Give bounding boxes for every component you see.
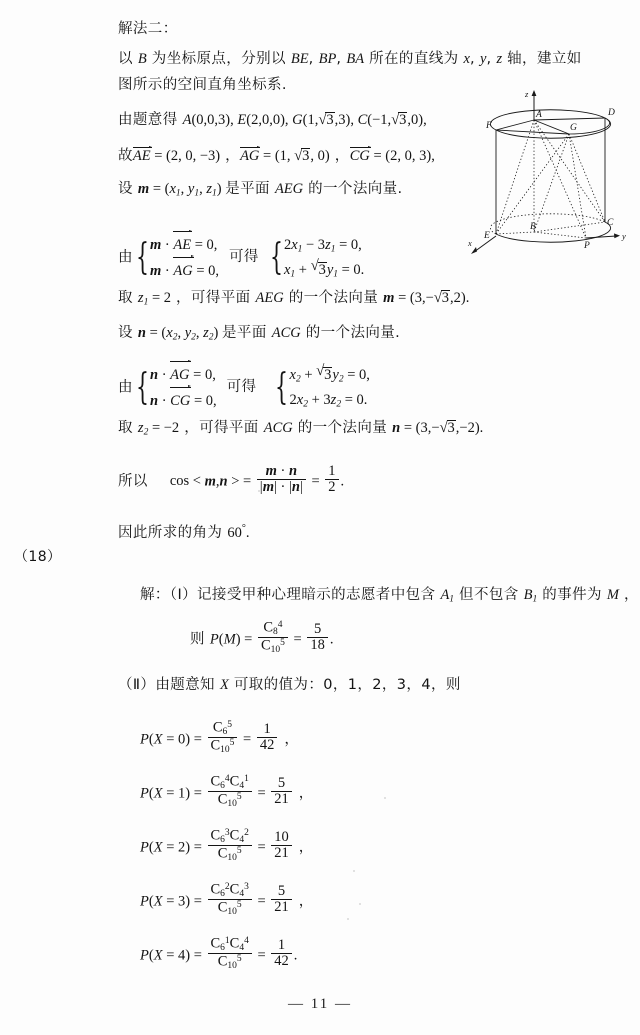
conclusion-line: 因此所求的角为 60°.: [118, 523, 250, 541]
scan-speck: [384, 797, 386, 799]
take-z1-line: 取 $z_1 = 2$ ，可得平面 AEG 的一个法向量 m = (3,− √ 3,2).: [118, 290, 470, 308]
setup-line-1: 以 B 为坐标原点，分别以 BE, BP, BA 所在的直线为 x, y, z 轴，建立如: [118, 51, 582, 67]
vectors-line: 故AE = (2, 0, −3) ，AG = (1, √ 3, 0) ，CG = (2, 0, 3),: [118, 148, 435, 164]
normal-n-intro: 设 $n = (x_2$, $y_2$, $z_2$) 是平面 ACG 的一个法向量.: [118, 325, 401, 343]
vector-ae: AE: [132, 148, 151, 164]
distribution-row-2: P(X = 2) = $\frac{C_6^3C_4^2}{C_{10}^5}$ = $\frac{10}{21}$ ，: [140, 827, 314, 864]
figure-label-P: P: [584, 241, 590, 251]
pm-combination-fraction: $\frac{C_8^4}{C_{10}^5}$: [258, 620, 288, 656]
distribution-row-3: P(X = 3) = $\frac{C_6^2C_4^3}{C_{10}^5}$ = $\frac{5}{21}$ ，: [140, 881, 314, 918]
scan-speck: [353, 870, 355, 872]
problem-18-part-1-line: 解：（Ⅰ）记接受甲种心理暗示的志愿者中包含 $A_1$ 但不包含 $B_1$ 的事件为 M ，: [140, 587, 639, 605]
distribution-row-1: P(X = 1) = $\frac{C_6^4C_4^1}{C_{10}^5}$ = $\frac{5}{21}$ ，: [140, 773, 314, 810]
problem-18-part-2-line: （Ⅱ）由题意知 X 可取的值为：0，1，2，3，4，则: [118, 677, 461, 693]
scan-speck: [347, 918, 349, 920]
figure-label-G: G: [570, 123, 577, 133]
normal-m-intro: 设 $m = (x_1$, $y_1$, $z_1$) 是平面 AEG 的一个法向量.: [118, 181, 403, 199]
given-points-line: 由题意得 A(0,0,3), E(2,0,0), G(1, √ 3,3), C(−1, √ 3,0),: [118, 112, 427, 128]
page-number: — 11 —: [288, 996, 352, 1012]
system-n: 由 { n · AG = 0, n · CG = 0, 可得 { $x_2$ + √ $3y_2 = 0$, $2x_2 + 3z_2 = 0$.: [118, 362, 370, 414]
figure-label-B: B: [530, 222, 536, 232]
distribution-row-0: P(X = 0) = $\frac{C_6^5}{C_{10}^5}$ = $\frac{1}{42}$ ，: [140, 719, 300, 756]
vector-ag: AG: [240, 148, 260, 164]
figure-label-F: F: [486, 121, 492, 131]
cos-result-fraction: $\frac{1}{2}$: [325, 464, 338, 496]
scan-speck: [359, 903, 361, 905]
pm-result-fraction: $\frac{5}{18}$: [307, 622, 328, 654]
figure-label-A: A: [536, 110, 542, 120]
geometry-figure: [466, 86, 634, 262]
setup-line-2: 图所示的空间直角坐标系.: [118, 77, 287, 93]
geometry-figure-svg: [466, 86, 634, 262]
system-m: 由 { m · AE = 0, m · AG = 0, 可得 { $2x_1 - 3z_1 = 0$, $x_1$ + √ $3y_1 = 0$.: [118, 232, 364, 284]
svg-text:z: z: [525, 89, 529, 99]
svg-text:x: x: [468, 238, 472, 248]
cos-fraction: $\frac{m \cdot n}{|m| \cdot |n|}$: [257, 464, 306, 496]
figure-label-D: D: [608, 108, 615, 118]
vector-cg: CG: [349, 148, 370, 164]
svg-text:y: y: [622, 231, 626, 241]
figure-label-E: E: [484, 231, 490, 241]
solution-two-heading: 解法二：: [118, 21, 178, 37]
take-z2-line: 取 $z_2 = -2$ ，可得平面 ACG 的一个法向量 n = (3,− √ 3,−2).: [118, 420, 484, 438]
scan-speck: [258, 490, 260, 492]
distribution-row-4: P(X = 4) = $\frac{C_6^1C_4^4}{C_{10}^5}$ = $\frac{1}{42}$ .: [140, 935, 298, 972]
problem-18-number: （18）: [14, 549, 62, 565]
problem-18-pm-formula: 则 P(M) = $\frac{C_8^4}{C_{10}^5}$ = $\frac{5}{18}$ .: [190, 619, 334, 656]
figure-label-C: C: [607, 218, 614, 228]
cosine-line: 所以 cos < m,n > = $\frac{m \cdot n}{|m| \cdot |n|}$ = $\frac{1}{2}$ .: [118, 462, 345, 496]
